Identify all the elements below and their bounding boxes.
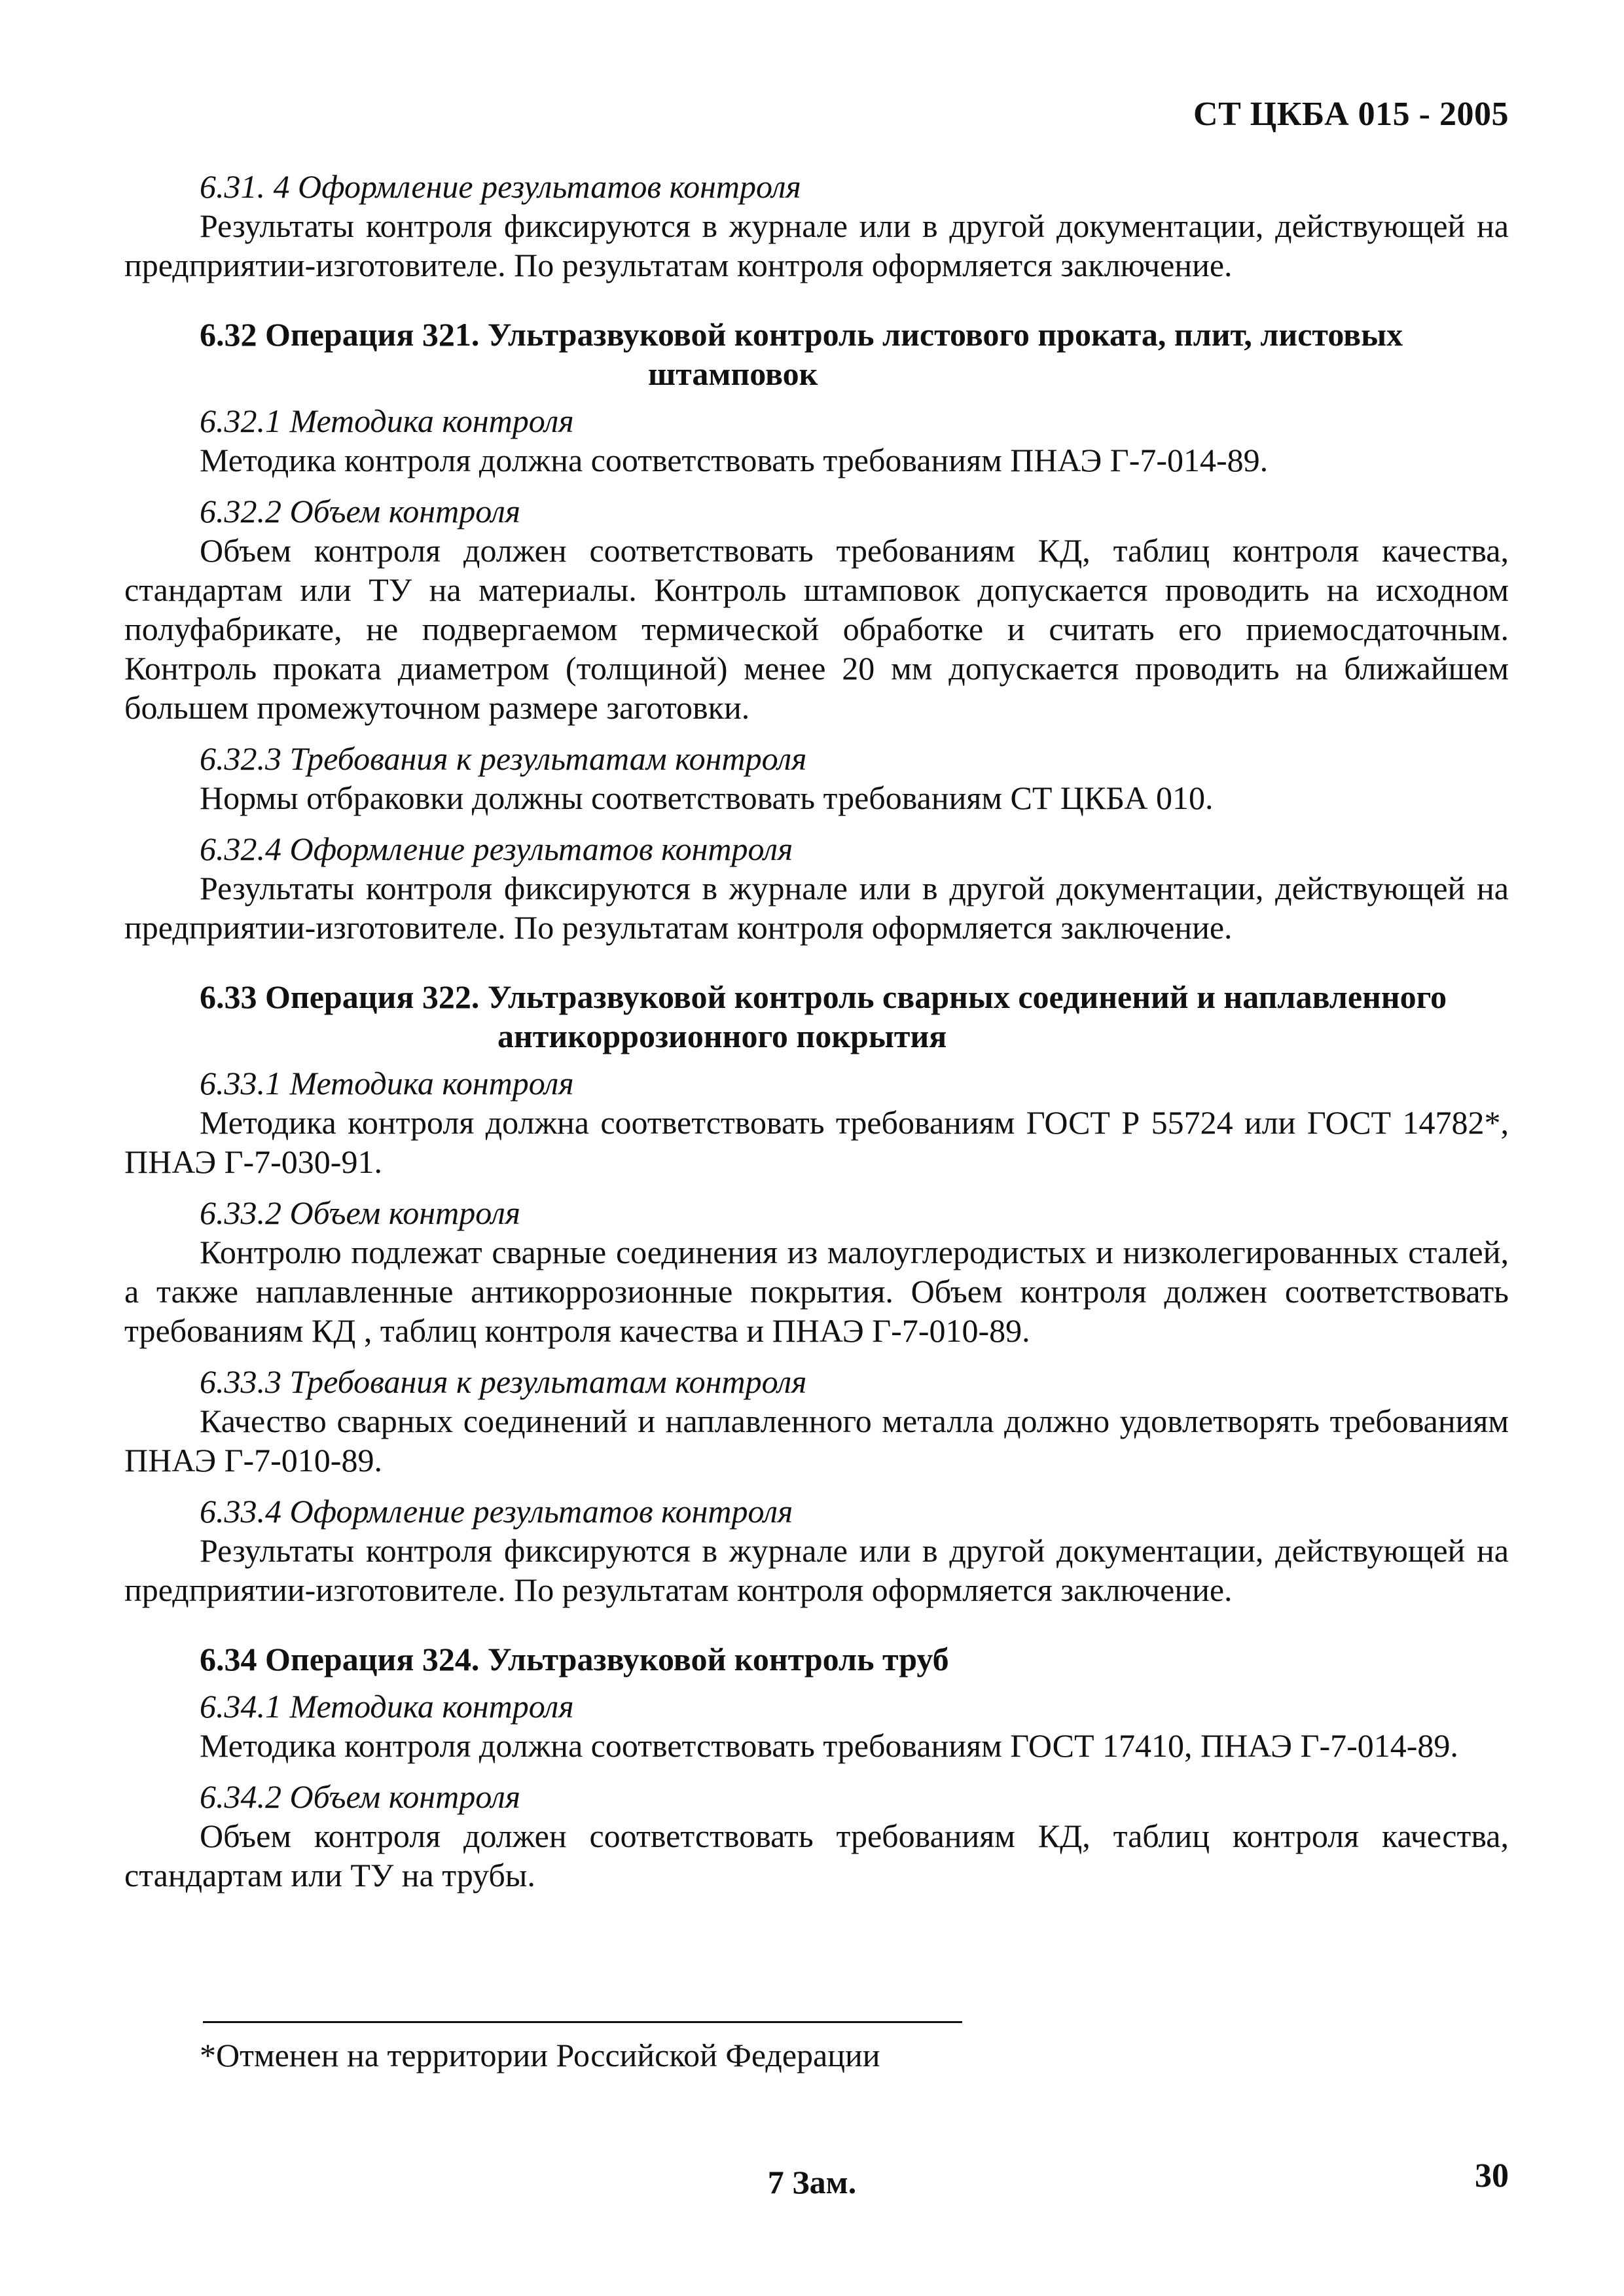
section-heading-line: 6.32 Операция 321. Ультразвуковой контроль листового проката, плит, листовых — [200, 316, 1403, 353]
page-number: 30 — [1475, 2157, 1509, 2195]
change-note: 7 Зам. — [767, 2164, 857, 2200]
subsection-title: 6.34.1 Методика контроля — [200, 1688, 574, 1725]
section-heading-continuation: штамповок — [648, 355, 818, 392]
paragraph: Результаты контроля фиксируются в журнале или в другой документации, действующей на предприятии-изготовителе. По результатам контроля оформляется заключение. — [124, 1532, 1509, 1608]
subsection-title: 6.32.1 Методика контроля — [200, 403, 574, 439]
paragraph: Методика контроля должна соответствовать требованиям ГОСТ Р 55724 или ГОСТ 14782*, ПНАЭ Г-7-030-91. — [124, 1104, 1509, 1180]
subsection-title: 6.32.2 Объем контроля — [200, 493, 521, 529]
paragraph: Объем контроля должен соответствовать требованиям КД, таблиц контроля качества, стандартам или ТУ на материалы. Контроль штамповок допускается проводить на исходном полуфабрикате, не подвергаемом термической обработке и считать его приемосдаточным. Контроль проката диаметром (толщиной) менее 20 мм допускается проводить на ближайшем большем промежуточном размере заготовки. — [124, 532, 1509, 726]
paragraph: Качество сварных соединений и наплавленного металла должно удовлетворять требованиям ПНАЭ Г-7-010-89. — [124, 1403, 1509, 1479]
section-heading-line: 6.34 Операция 324. Ультразвуковой контроль труб — [200, 1641, 949, 1677]
paragraph: Методика контроля должна соответствовать требованиям ПНАЭ Г-7-014-89. — [200, 442, 1269, 478]
subsection-title: 6.33.4 Оформление результатов контроля — [200, 1493, 793, 1530]
document-body — [124, 167, 1509, 1895]
paragraph: Объем контроля должен соответствовать требованиям КД, таблиц контроля качества, стандартам или ТУ на трубы. — [124, 1818, 1509, 1893]
subsection-title: 6.32.4 Оформление результатов контроля — [200, 831, 793, 867]
footnote-divider — [203, 2021, 962, 2023]
section-heading-line: 6.33 Операция 322. Ультразвуковой контроль сварных соединений и наплавленного — [200, 978, 1447, 1015]
subsection-title: 6.33.1 Методика контроля — [200, 1065, 574, 1102]
paragraph: Нормы отбраковки должны соответствовать требованиям СТ ЦКБА 010. — [200, 780, 1214, 816]
paragraph: Контролю подлежат сварные соединения из малоуглеродистых и низколегированных сталей, а также наплавленные антикоррозионные покрытия. Объем контроля должен соответствовать требованиям КД , таблиц контроля качества и ПНАЭ Г-7-010-89. — [124, 1234, 1509, 1349]
subsection-title: 6.33.2 Объем контроля — [200, 1194, 521, 1231]
subsection-title: 6.34.2 Объем контроля — [200, 1778, 521, 1815]
section-heading — [124, 315, 1509, 393]
subsection-title: 6.31. 4 Оформление результатов контроля — [200, 168, 801, 205]
document-code: СТ ЦКБА 015 - 2005 — [1193, 96, 1509, 133]
section-heading — [124, 977, 1509, 1056]
paragraph: Результаты контроля фиксируются в журнале или в другой документации, действующей на предприятии-изготовителе. По результатам контроля оформляется заключение. — [124, 207, 1509, 283]
subsection-title: 6.33.3 Требования к результатам контроля — [200, 1363, 807, 1400]
section-heading-continuation: антикоррозионного покрытия — [497, 1018, 947, 1054]
footnote: *Отменен на территории Российской Федерации — [200, 2037, 880, 2073]
paragraph: Результаты контроля фиксируются в журнале или в другой документации, действующей на предприятии-изготовителе. По результатам контроля оформляется заключение. — [124, 870, 1509, 946]
section-heading — [124, 1640, 1509, 1679]
paragraph: Методика контроля должна соответствовать требованиям ГОСТ 17410, ПНАЭ Г-7-014-89. — [200, 1727, 1458, 1764]
subsection-title: 6.32.3 Требования к результатам контроля — [200, 740, 807, 777]
